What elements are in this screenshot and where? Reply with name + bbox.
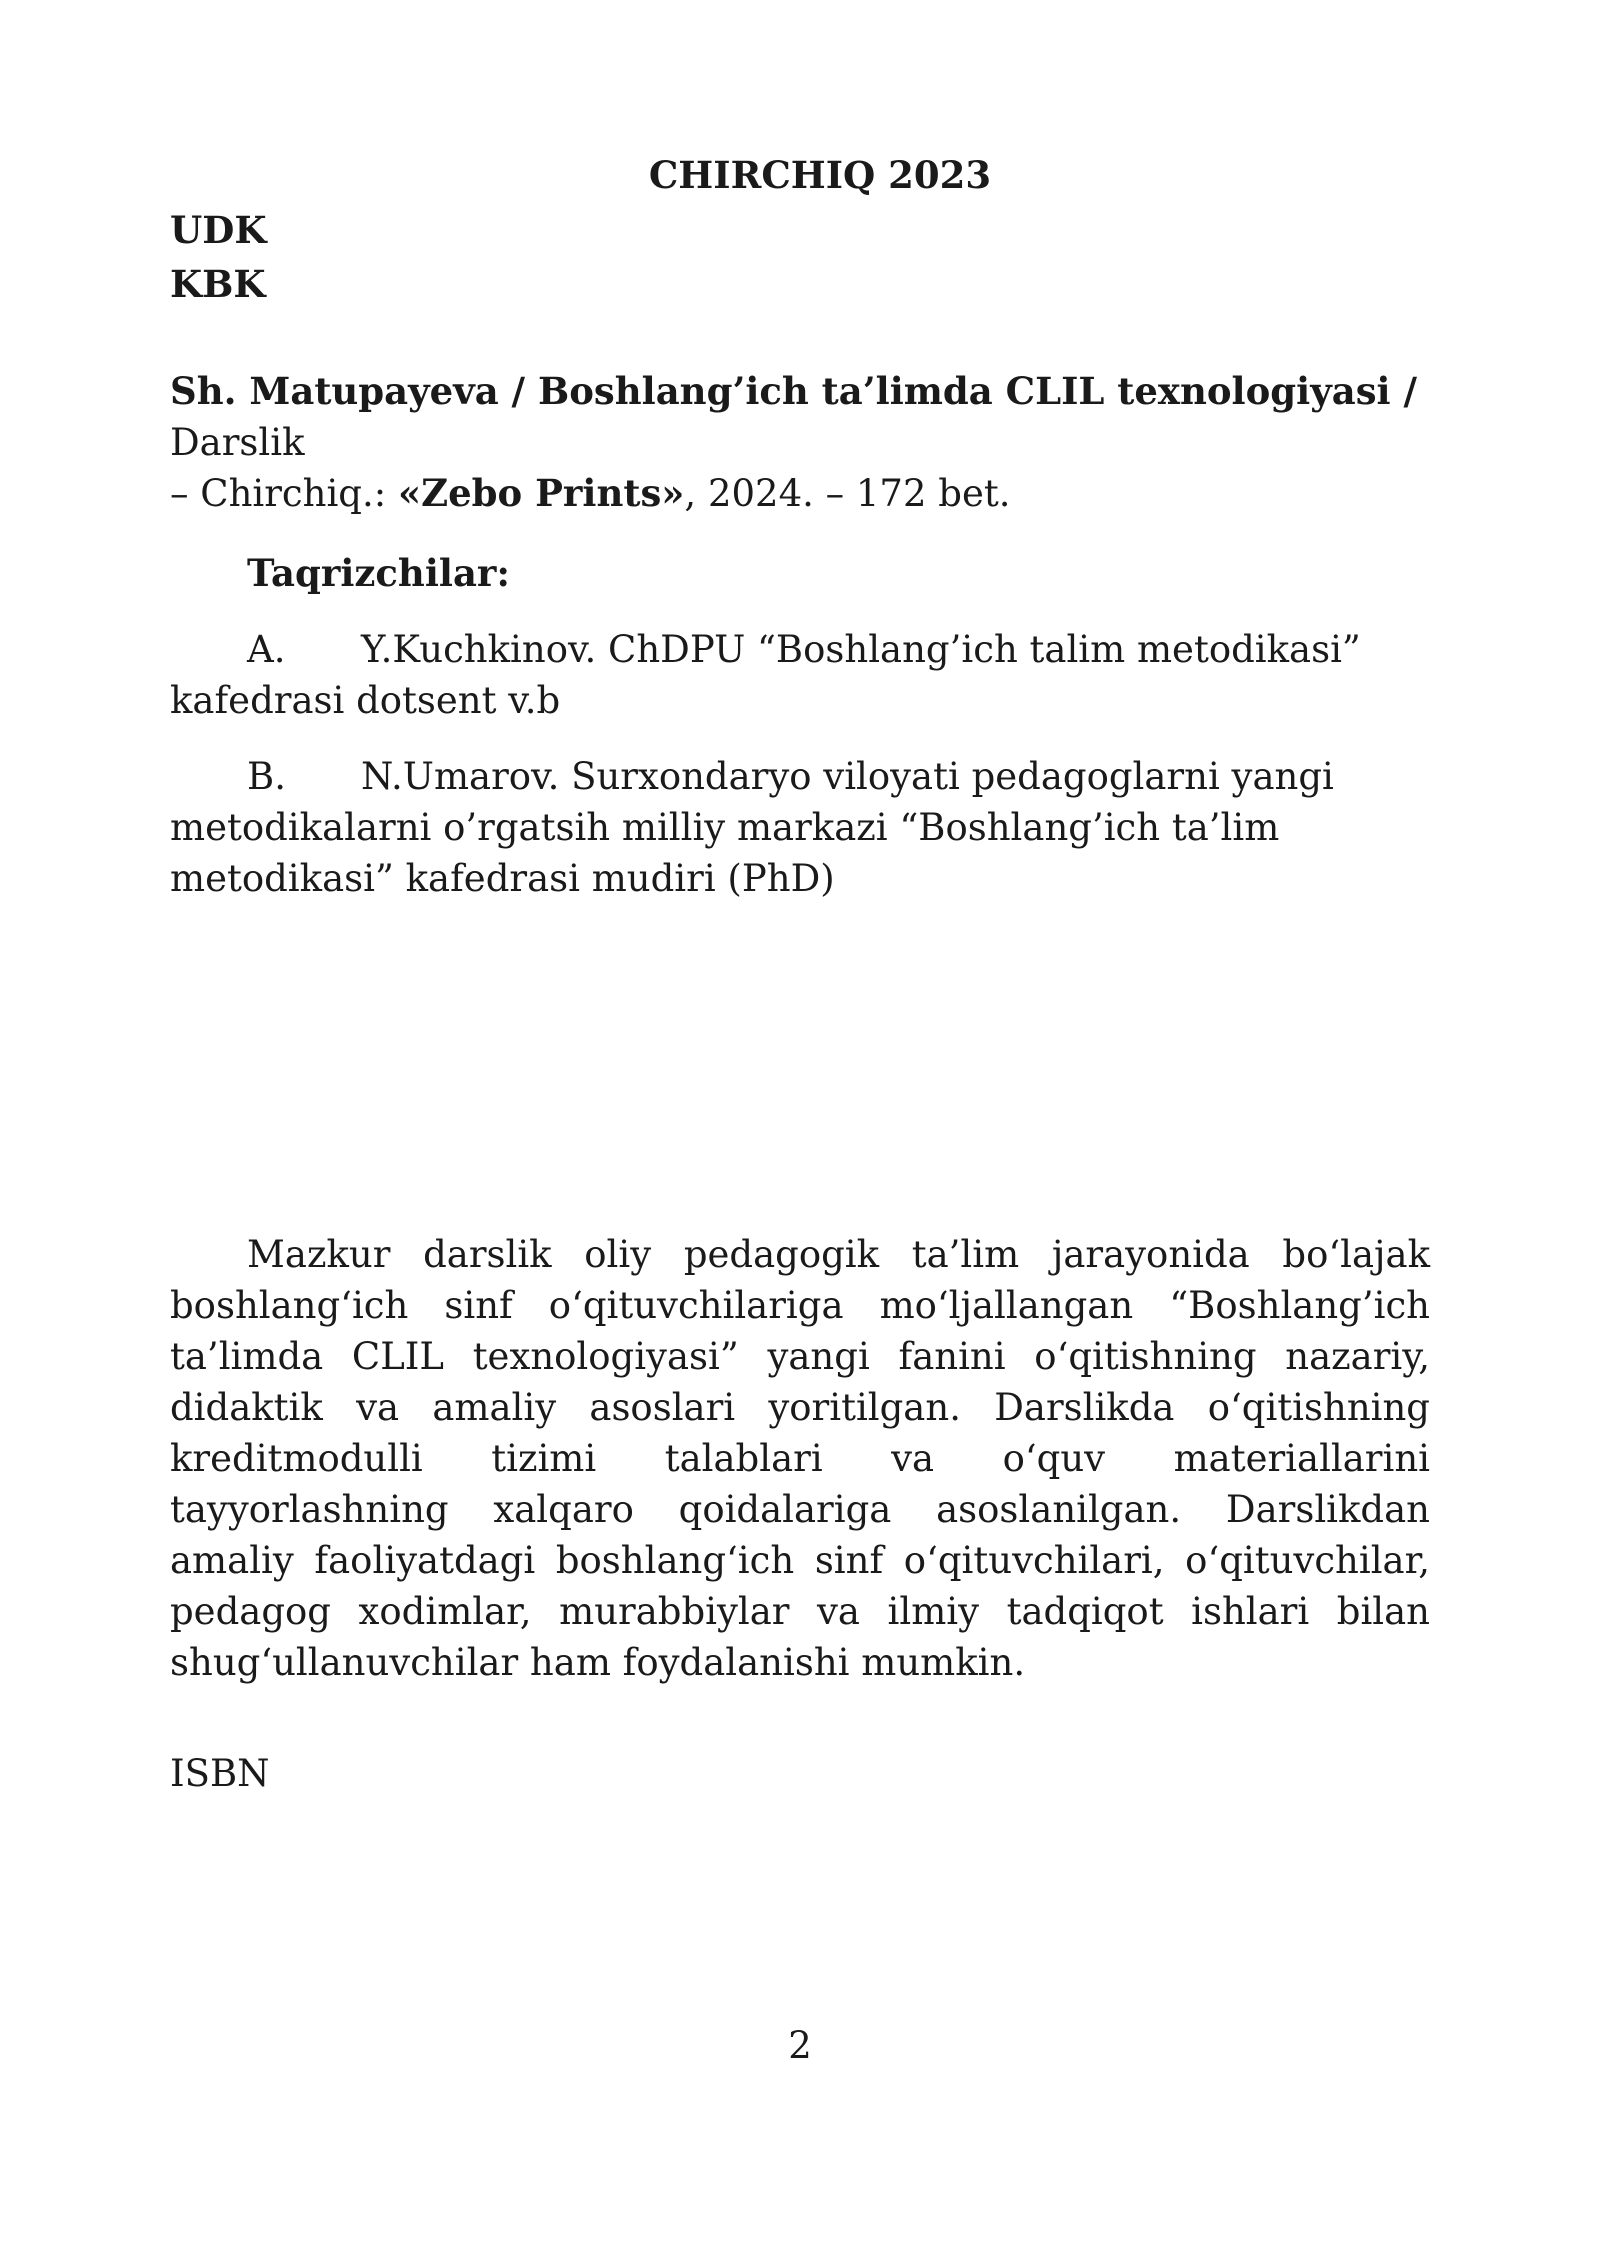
citation-year-pages: , 2024. – 172 bet. <box>684 472 1011 515</box>
citation-place: – Chirchiq.: <box>170 472 398 515</box>
reviewer-marker-a: A. <box>247 628 286 671</box>
bibliographic-citation <box>170 366 1490 519</box>
isbn-label: ISBN <box>170 1752 270 1795</box>
page-number: 2 <box>788 2024 812 2067</box>
citation-publisher: «Zebo Prints» <box>397 471 685 515</box>
reviewer-item-a <box>170 624 1430 726</box>
citation-type: Darslik <box>170 421 305 464</box>
annotation-paragraph: Mazkur darslik oliy pedagogik ta’lim jarayonida bo‘lajak boshlang‘ich sinf o‘qituvchilariga mo‘ljallangan “Boshlang’ich ta’limda CLIL texnologiyasi” yangi fanini o‘qitishning nazariy, didaktik va amaliy asoslari yoritilgan. Darslikda o‘qitishning kreditmodulli tizimi talablari va o‘quv materiallarini tayyorlashning xalqaro qoidalariga asoslanilgan. Darslikdan amaliy faoliyatdagi boshlang‘ich sinf o‘qituvchilari, o‘qituvchilar, pedagog xodimlar, murabbiylar va ilmiy tadqiqot ishlari bilan shug‘ullanuvchilar ham foydalanishi mumkin. <box>170 1233 1430 1684</box>
citation-author: Sh. Matupayeva <box>170 369 499 413</box>
citation-separator-2: / <box>1390 369 1417 413</box>
kbk-label: KBK <box>170 262 266 306</box>
reviewer-marker-b: B. <box>247 755 286 798</box>
city-year-heading: CHIRCHIQ 2023 <box>648 153 992 197</box>
udk-label: UDK <box>170 208 267 252</box>
reviewer-item-b <box>170 751 1430 904</box>
citation-separator-1: / <box>498 369 538 413</box>
citation-title: Boshlang’ich ta’limda CLIL texnologiyasi <box>537 369 1391 413</box>
reviewer-a-continuation: kafedrasi dotsent v.b <box>170 679 561 722</box>
reviewer-a-first-line: Y.Kuchkinov. ChDPU “Boshlang’ich talim metodikasi” <box>361 628 1361 671</box>
reviewer-b-first-line: N.Umarov. Surxondaryo viloyati pedagoglarni yangi <box>361 755 1334 798</box>
reviewers-heading: Taqrizchilar: <box>247 551 511 595</box>
reviewer-b-continuation: metodikalarni o’rgatsih milliy markazi “Boshlang’ich ta’lim metodikasi” kafedrasi mudiri (PhD) <box>170 806 1280 900</box>
